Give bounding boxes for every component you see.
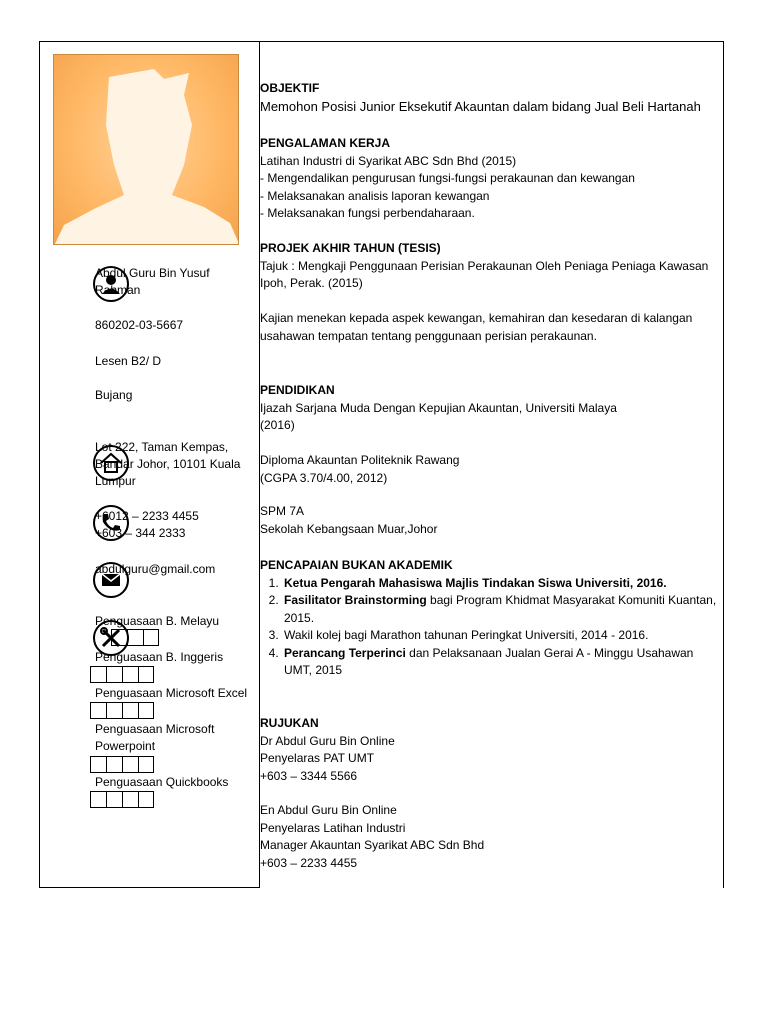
experience-item: - Mengendalikan pengurusan fungsi-fungsi perakaunan dan kewangan <box>260 171 635 185</box>
section-heading: PROJEK AKHIR TAHUN (TESIS) <box>260 241 441 255</box>
project-section <box>260 240 722 293</box>
reference-phone: +603 – 3344 5566 <box>260 768 358 783</box>
reference-role: Penyelaras Latihan Industri <box>260 820 406 835</box>
references-section <box>260 715 722 785</box>
achievement-item: 1. Ketua Pengarah Mahasiswa Majlis Tindakan Siswa Universiti, 2016. <box>282 575 722 593</box>
reference-name: Dr Abdul Guru Bin Online <box>260 733 395 748</box>
education-line: Ijazah Sarjana Muda Dengan Kepujian Akauntan, Universiti Malaya <box>260 400 617 415</box>
reference-entry <box>260 802 722 872</box>
education-line: Diploma Akauntan Politeknik Rawang <box>260 453 460 467</box>
education-line: (CGPA 3.70/4.00, 2012) <box>260 470 388 485</box>
education-entry <box>260 503 722 538</box>
skill-label: Penguasaan B. Inggeris <box>95 650 224 664</box>
section-heading: PENDIDIKAN <box>260 383 335 397</box>
experience-item: - Melaksanakan fungsi perbendaharaan. <box>260 206 475 220</box>
skill-label: Penguasaan Quickbooks <box>95 775 229 789</box>
reference-name: En Abdul Guru Bin Online <box>260 803 397 817</box>
achievements-section <box>260 557 722 680</box>
reference-org: Manager Akauntan Syarikat ABC Sdn Bhd <box>260 838 485 852</box>
section-heading: PENGALAMAN KERJA <box>260 136 391 150</box>
project-description: Kajian menekan kepada aspek kewangan, kemahiran dan kesedaran di kalangan usahawan tempatan tentang penggunaan perisian perakaunan. <box>260 311 693 343</box>
frame-top-border <box>260 41 724 42</box>
skill-rating <box>111 629 159 646</box>
objective-section <box>260 80 722 115</box>
education-section <box>260 382 722 435</box>
driving-license: Lesen B2/ D <box>95 354 162 368</box>
section-heading: PENCAPAIAN BUKAN AKADEMIK <box>260 558 453 572</box>
achievement-item: 3. Wakil kolej bagi Marathon tahunan Peringkat Universiti, 2014 - 2016. <box>282 627 722 645</box>
section-heading: OBJEKTIF <box>260 81 320 95</box>
education-line: SPM 7A <box>260 504 305 518</box>
experience-title: Latihan Industri di Syarikat ABC Sdn Bhd (2015) <box>260 153 517 168</box>
education-entry <box>260 452 722 487</box>
full-name: Abdul Guru Bin Yusuf Rahman <box>95 266 210 297</box>
skill-rating <box>90 756 154 773</box>
ic-number: 860202-03-5667 <box>95 318 184 332</box>
experience-item: - Melaksanakan analisis laporan kewangan <box>260 188 490 203</box>
email: abdulguru@gmail.com <box>95 562 216 576</box>
education-line: (2016) <box>260 418 295 432</box>
person-silhouette-icon <box>54 55 239 245</box>
skill-label: Penguasaan Microsoft Excel <box>95 686 248 700</box>
achievement-item: 2. Fasilitator Brainstorming bagi Program Khidmat Masyarakat Komuniti Kuantan, 2015. <box>282 592 722 627</box>
achievement-list <box>260 575 722 680</box>
frame-right-border <box>723 41 724 888</box>
skill-rating <box>90 702 154 719</box>
project-title: Tajuk : Mengkaji Penggunaan Perisian Perakaunan Oleh Peniaga Peniaga Kawasan Ipoh, Perak. (2015) <box>260 258 709 290</box>
objective-text: Memohon Posisi Junior Eksekutif Akauntan dalam bidang Jual Beli Hartanah <box>260 98 701 114</box>
skill-rating <box>90 791 154 808</box>
profile-photo <box>53 54 239 245</box>
achievement-item: 4. Perancang Terperinci dan Pelaksanaan Jualan Gerai A - Minggu Usahawan UMT, 2015 <box>282 645 722 680</box>
skill-rating <box>90 666 154 683</box>
skill-label: Penguasaan Microsoft Powerpoint <box>95 722 215 753</box>
education-line: Sekolah Kebangsaan Muar,Johor <box>260 521 438 536</box>
address: Lot 222, Taman Kempas, Bandar Johor, 10101 Kuala Lumpur <box>95 440 241 488</box>
reference-role: Penyelaras PAT UMT <box>260 751 375 765</box>
experience-section <box>260 135 722 223</box>
reference-phone: +603 – 2233 4455 <box>260 855 358 870</box>
phone-mobile: +6012 – 2233 4455 <box>95 509 199 523</box>
marital-status: Bujang <box>95 388 133 402</box>
section-heading: RUJUKAN <box>260 716 319 730</box>
phone-home: +603 – 344 2333 <box>95 526 186 540</box>
skill-label: Penguasaan B. Melayu <box>95 614 220 628</box>
